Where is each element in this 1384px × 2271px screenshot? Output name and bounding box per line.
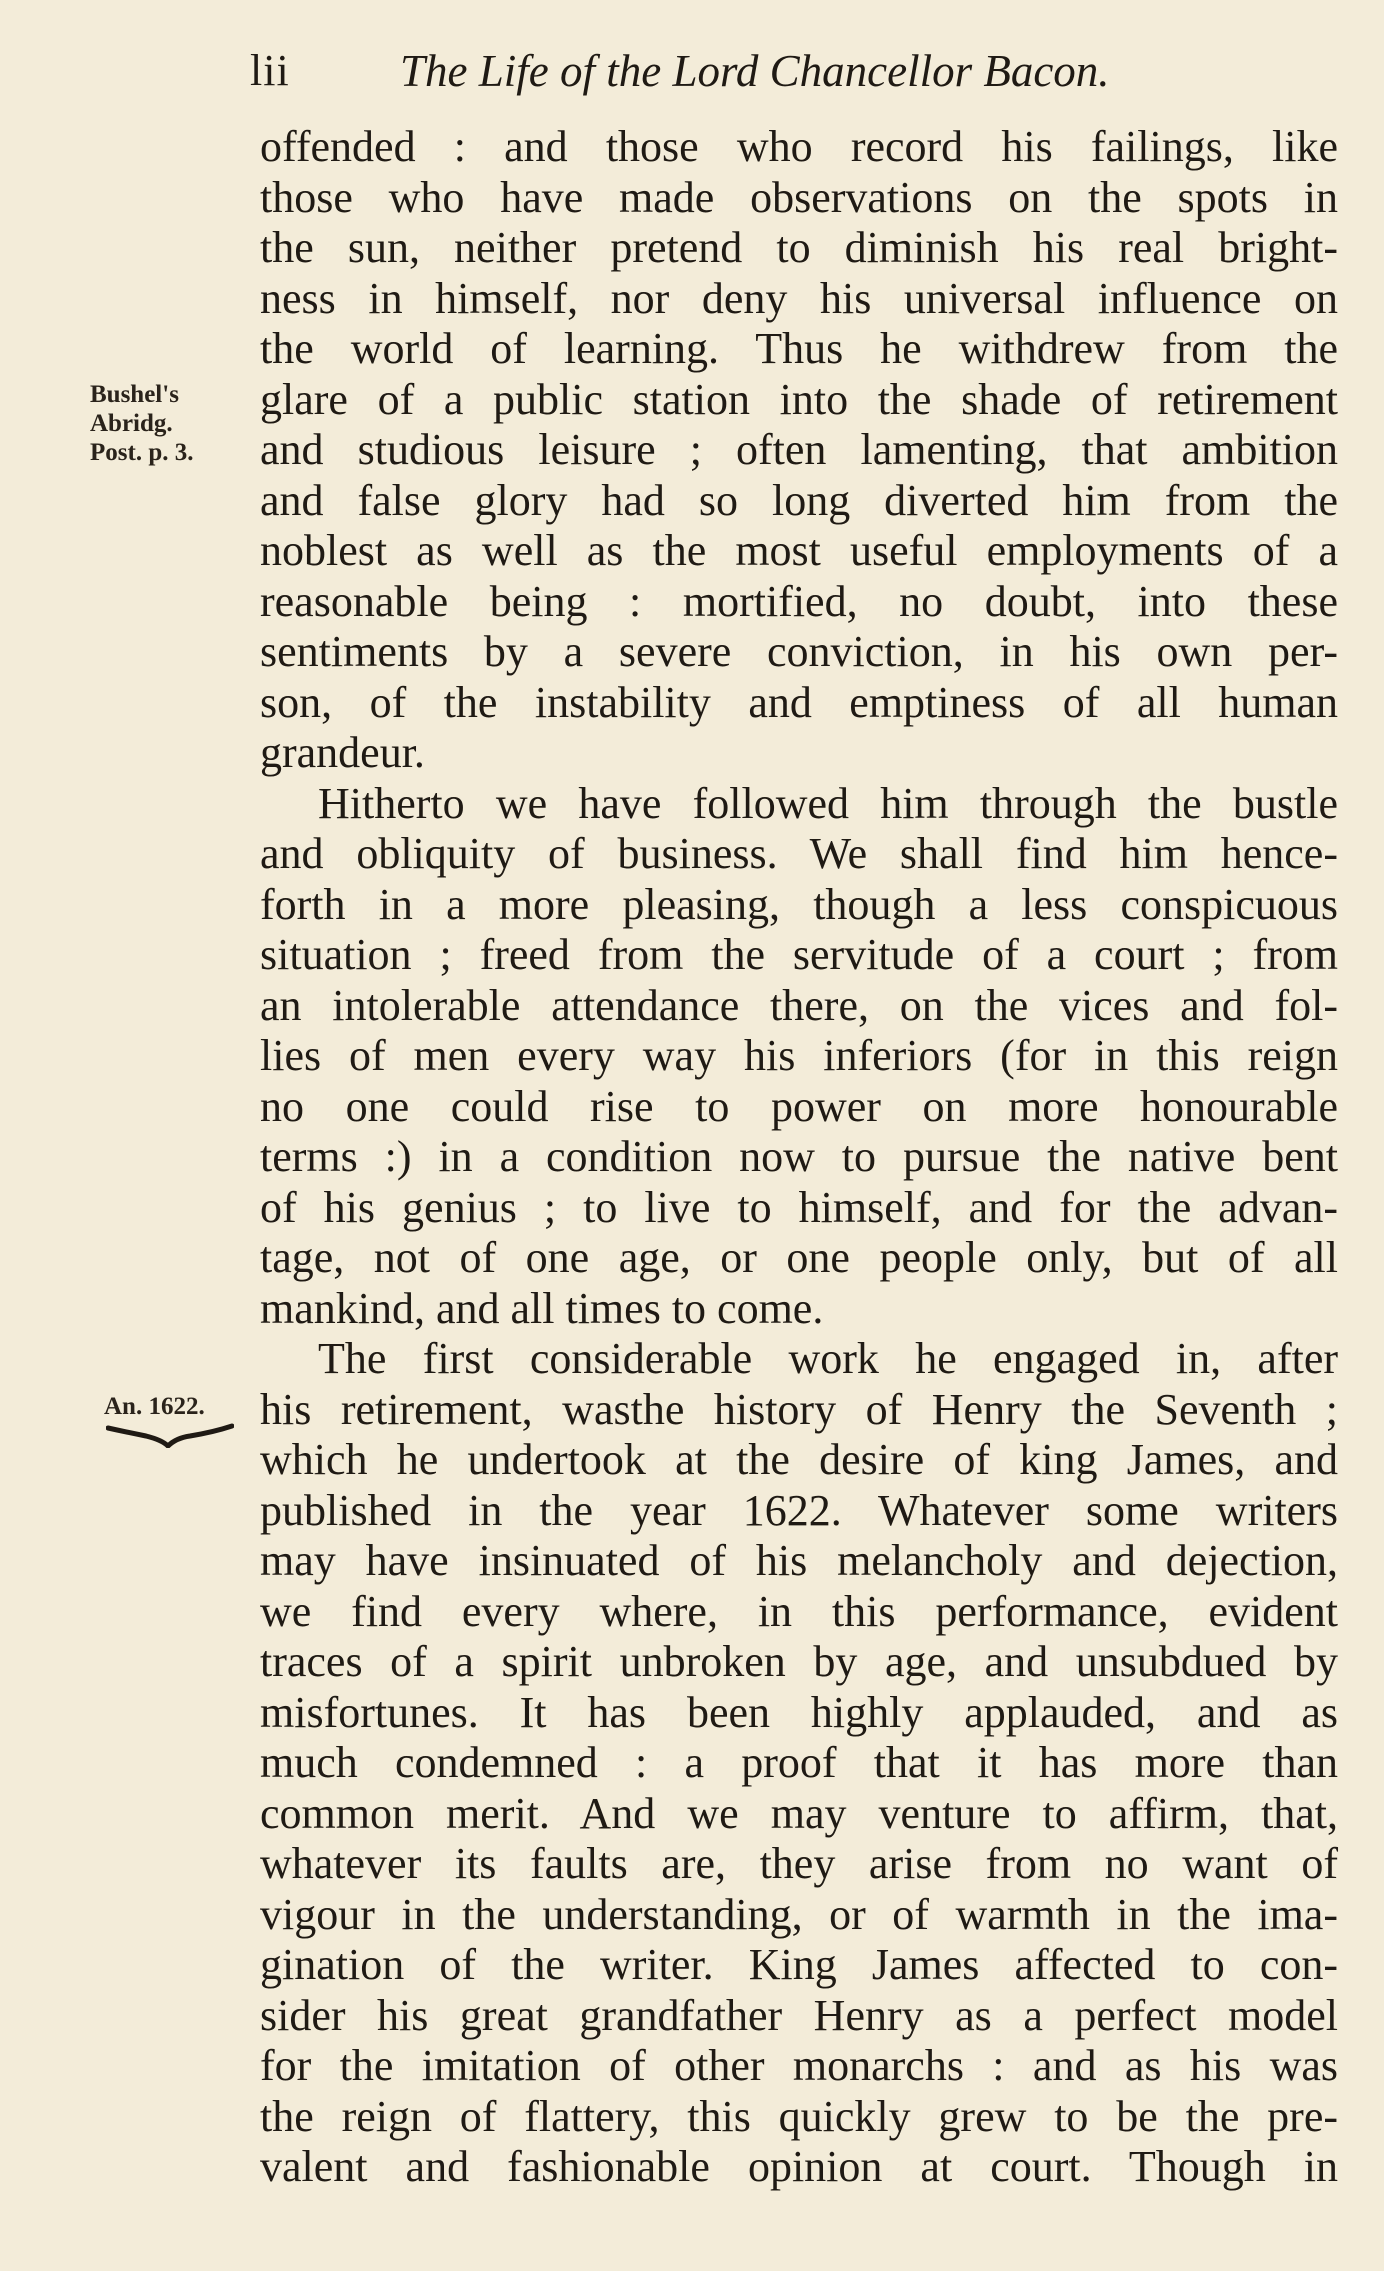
text-line: grandeur.	[260, 728, 425, 777]
text-line: published in the year 1622. Whatever some writers	[260, 1485, 1338, 1535]
text-line: sider his great grandfather Henry as a perfect model	[260, 1990, 1338, 2040]
text-line: the reign of flattery, this quickly grew to be the pre-	[260, 2091, 1338, 2141]
text-line: no one could rise to power on more honourable	[260, 1081, 1338, 1131]
text-line: noblest as well as the most useful employments of a	[260, 526, 1338, 575]
text-line: glare of a public station into the shade of retirement	[260, 374, 1338, 424]
text-line: lies of men every way his inferiors (for in this reign	[260, 1031, 1338, 1080]
text-line: son, of the instability and emptiness of all human	[260, 677, 1338, 727]
text-line: we find every where, in this performance, evident	[260, 1586, 1338, 1636]
text-line: which he undertook at the desire of king James, and	[260, 1435, 1338, 1484]
text-line: terms :) in a condition now to pursue the native bent	[260, 1132, 1338, 1181]
text-line: mankind, and all times to come.	[260, 1283, 824, 1333]
paragraph-3	[260, 1334, 1338, 2193]
text-line: valent and fashionable opinion at court. Though in	[260, 2142, 1338, 2191]
text-line: common merit. And we may venture to affirm, that,	[260, 1788, 1338, 1838]
paragraph-2	[260, 779, 1338, 1335]
text-line: The first considerable work he engaged in, after	[318, 1334, 1338, 1383]
text-line: and studious leisure ; often lamenting, that ambition	[260, 425, 1338, 474]
text-line: may have insinuated of his melancholy and dejection,	[260, 1536, 1338, 1585]
text-line: the world of learning. Thus he withdrew from the	[260, 324, 1338, 373]
margin-note-line: Abridg.	[90, 410, 173, 437]
text-line: the sun, neither pretend to diminish his real bright-	[260, 223, 1338, 272]
text-line: ness in himself, nor deny his universal influence on	[260, 273, 1338, 323]
text-line: traces of a spirit unbroken by age, and unsubdued by	[260, 1637, 1338, 1686]
text-line: much condemned : a proof that it has more than	[260, 1738, 1338, 1787]
text-line: those who have made observations on the spots in	[260, 172, 1338, 222]
text-line: whatever its faults are, they arise from no want of	[260, 1839, 1338, 1888]
body-text	[260, 122, 1338, 2193]
text-line: reasonable being : mortified, no doubt, into these	[260, 576, 1338, 626]
margin-note-year: An. 1622.	[104, 1393, 205, 1420]
text-line: sentiments by a severe conviction, in his own per-	[260, 627, 1338, 676]
text-line: gination of the writer. King James affected to con-	[260, 1940, 1338, 1989]
paragraph-1	[260, 122, 1338, 779]
text-line: of his genius ; to live to himself, and for the advan-	[260, 1182, 1338, 1232]
bracket-ornament-icon	[106, 1422, 234, 1448]
text-line: misfortunes. It has been highly applauded, and as	[260, 1687, 1338, 1737]
text-line: Hitherto we have followed him through the bustle	[318, 778, 1338, 828]
running-header	[250, 45, 1250, 115]
page-number: lii	[250, 46, 290, 95]
margin-note-line: Bushel's	[90, 381, 179, 408]
text-line: offended : and those who record his failings, like	[260, 122, 1338, 171]
text-line: and obliquity of business. We shall find him hence-	[260, 829, 1338, 878]
margin-note-line: Post. p. 3.	[90, 439, 194, 466]
text-line: for the imitation of other monarchs : and as his was	[260, 2041, 1338, 2090]
margin-note-bushel	[90, 380, 193, 467]
running-title: The Life of the Lord Chancellor Bacon.	[400, 46, 1110, 96]
text-line: an intolerable attendance there, on the vices and fol-	[260, 980, 1338, 1030]
text-line: vigour in the understanding, or of warmth in the ima-	[260, 1889, 1338, 1939]
text-line: and false glory had so long diverted him from the	[260, 475, 1338, 525]
text-line: tage, not of one age, or one people only, but of all	[260, 1233, 1338, 1282]
text-line: forth in a more pleasing, though a less conspicuous	[260, 879, 1338, 929]
text-line: his retirement, wasthe history of Henry the Seventh ;	[260, 1384, 1338, 1434]
text-line: situation ; freed from the servitude of a court ; from	[260, 930, 1338, 979]
